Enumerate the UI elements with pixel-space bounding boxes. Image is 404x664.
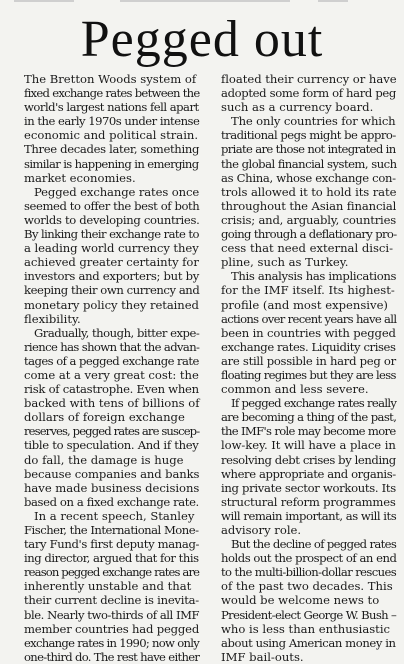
text-line: have made business decisions (24, 480, 200, 495)
paragraph (24, 72, 199, 185)
paragraph (24, 185, 199, 326)
text-line: in the early 1970s under intense (24, 114, 200, 129)
column-left (24, 72, 199, 664)
text-line: about using American money in (221, 635, 396, 650)
text-line: a leading world currency they (24, 241, 199, 256)
article-body (24, 72, 396, 664)
text-line: traditional pegs might be appro- (221, 128, 396, 143)
text-line: advisory role. (221, 523, 302, 537)
headline: Pegged out (80, 11, 324, 68)
text-line: come at a very great cost: the (24, 367, 199, 382)
text-line: But the decline of pegged rates (231, 537, 397, 552)
text-line: tible to speculation. And if they (24, 438, 199, 453)
text-line: such as a currency board. (221, 100, 374, 115)
text-line: would be welcome news to (221, 593, 380, 608)
text-line: been in countries with pegged (221, 325, 396, 340)
text-line: floating regimes but they are less (221, 367, 396, 382)
text-line: ing private sector workouts. Its (221, 480, 396, 495)
text-line: similar is happening in emerging (24, 156, 199, 171)
page-top-edge (0, 0, 404, 6)
text-line: economic and political strain. (24, 128, 199, 143)
text-line: to the multi-billion-dollar rescues (221, 565, 397, 580)
paragraph (221, 72, 396, 114)
text-line: investors and exporters; but by (24, 269, 199, 284)
text-line: market economies. (24, 170, 136, 185)
paragraph (221, 269, 396, 396)
text-line: world's largest nations fell apart (24, 100, 199, 115)
text-line: profile (and most expensive) (221, 297, 388, 312)
text-line: The Bretton Woods system of (24, 72, 197, 86)
text-line: reserves, pegged rates are suscep- (24, 424, 200, 439)
text-line: because companies and banks (24, 466, 200, 481)
text-line: the global financial system, such (221, 156, 397, 171)
text-line: member countries had pegged (24, 621, 200, 636)
text-line: rience has shown that the advan- (24, 339, 200, 354)
text-line: as China, whose exchange con- (221, 170, 396, 185)
text-line: who is less than enthusiastic (221, 621, 391, 636)
paragraph (221, 537, 396, 664)
text-line: actions over recent years have all (221, 311, 397, 326)
text-line: flexibility. (24, 311, 81, 326)
text-line: one-third do. The rest have either (24, 649, 200, 664)
text-line: where appropriate and organis- (221, 466, 396, 481)
text-line: crisis; and, arguably, countries (221, 212, 397, 227)
text-line: resolving debt crises by lending (221, 452, 396, 467)
text-line: fixed exchange rates between the (24, 86, 200, 101)
text-line: the IMF's role may become more (221, 424, 396, 439)
text-line: tary Fund's first deputy manag- (24, 537, 200, 552)
text-line: backed with tens of billions of (24, 396, 200, 411)
text-line: holds out the prospect of an end (221, 551, 397, 566)
text-line: are still possible in hard peg or (221, 353, 396, 368)
text-line: of the past two decades. This (221, 579, 393, 594)
text-line: priate are those not integrated in (221, 142, 396, 157)
text-line: floated their currency or have (221, 72, 397, 86)
text-line: going through a deflationary pro- (221, 227, 397, 242)
text-line: In a recent speech, Stanley (34, 508, 195, 523)
text-line: cess that need external disci- (221, 241, 394, 256)
text-line: throughout the Asian financial (221, 198, 397, 213)
text-line: Three decades later, something (24, 142, 200, 157)
text-line: low-key. It will have a place in (221, 438, 396, 453)
text-line: If pegged exchange rates really (231, 396, 397, 411)
text-line: are becoming a thing of the past, (221, 410, 397, 425)
text-line: This analysis has implications (231, 269, 397, 284)
text-line: Gradually, though, bitter expe- (34, 325, 200, 340)
column-right (221, 72, 396, 664)
text-line: structural reform programmes (221, 494, 396, 509)
text-line: tages of a pegged exchange rate (24, 353, 199, 368)
text-line: achieved greater certainty for (24, 255, 199, 270)
text-line: monetary policy they retained (24, 297, 199, 312)
text-line: President-elect George W. Bush – (221, 607, 397, 622)
text-line: ble. Nearly two-thirds of all IMF (24, 607, 200, 622)
paragraph (24, 326, 199, 509)
text-line: do fall, the damage is huge (24, 452, 184, 467)
text-line: common and less severe. (221, 382, 369, 397)
text-line: IMF bail-outs. (221, 649, 304, 664)
text-line: based on a fixed exchange rate. (24, 494, 199, 509)
paragraph (221, 114, 396, 269)
text-line: keeping their own currency and (24, 283, 200, 298)
text-line: Fischer, the International Mone- (24, 523, 199, 537)
paragraph (24, 509, 199, 664)
text-line: dollars of foreign exchange (24, 410, 185, 425)
text-line: will remain important, as will its (221, 508, 397, 523)
text-line: ing director, argued that for this (24, 551, 199, 566)
text-line: their current decline is inevita- (24, 593, 199, 608)
text-line: worlds to developing countries. (24, 212, 200, 227)
text-line: pline, such as Turkey. (221, 255, 349, 270)
text-line: trols allowed it to hold its rate (221, 184, 397, 199)
text-line: inherently unstable and that (24, 579, 192, 594)
text-line: risk of catastrophe. Even when (24, 382, 199, 397)
text-line: exchange rates. Liquidity crises (221, 339, 396, 354)
text-line: for the IMF itself. Its highest- (221, 283, 395, 298)
text-line: adopted some form of hard peg (221, 86, 397, 101)
text-line: exchange rates in 1990; now only (24, 635, 200, 650)
text-line: The only countries for which (231, 114, 396, 129)
paragraph (221, 396, 396, 537)
text-line: Pegged exchange rates once (34, 184, 200, 199)
text-line: By linking their exchange rate to (24, 227, 199, 242)
text-line: reason pegged exchange rates are (24, 565, 200, 580)
text-line: seemed to offer the best of both (24, 198, 200, 213)
